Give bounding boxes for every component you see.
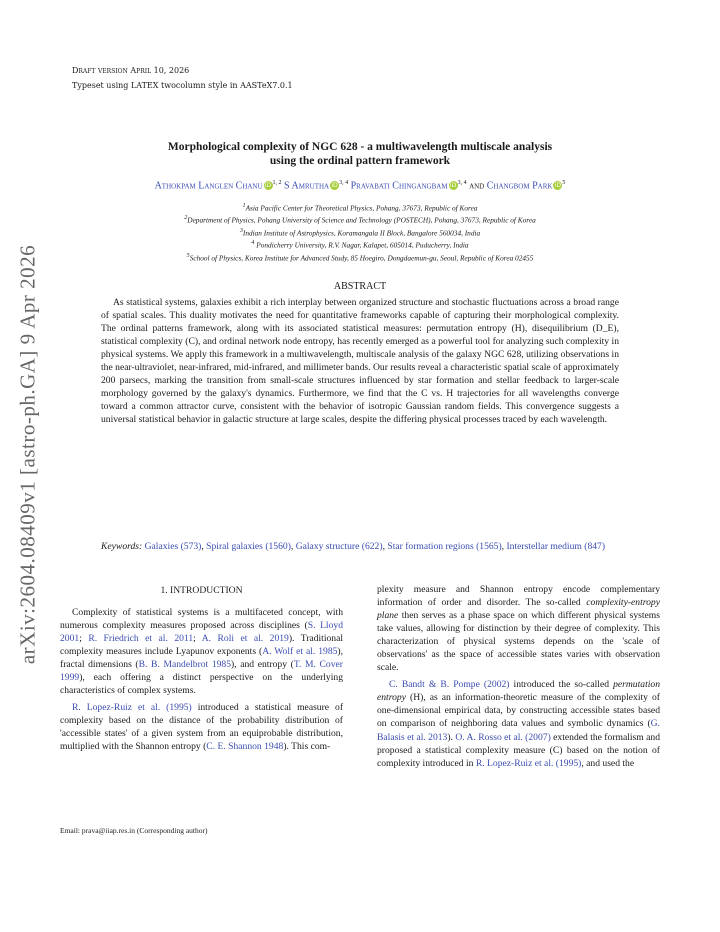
citation-link[interactable]: R. Lopez-Ruiz et al. (1995) [475, 757, 582, 769]
footnote-email: Email: prava@iiap.res.in (Corresponding author) [60, 826, 208, 835]
citation-link[interactable]: R. Lopez-Ruiz et al. (1995) [72, 702, 192, 714]
right-column [377, 583, 660, 770]
keyword-link[interactable]: Interstellar medium (847) [506, 541, 606, 552]
affiliation-5: $^5$School of Physics, Korea Institute for Advanced Study, 85 Hoegiro, Dongdaemun-gu, Seoul, Republic of Korea 02455 [186, 253, 534, 263]
orcid-icon[interactable]: iD [331, 182, 338, 190]
section-heading-introduction: 1. INTRODUCTION [160, 585, 243, 596]
keyword-link[interactable]: Galaxies (573) [144, 541, 202, 552]
citation-link[interactable]: T. M. Cover 1999 [60, 659, 343, 684]
keyword-link[interactable]: Star formation regions (1565) [387, 541, 502, 552]
author-4[interactable]: Changbom Park [486, 180, 553, 192]
citation-link[interactable]: G. Balasis et al. 2013 [377, 718, 660, 743]
abstract-heading: ABSTRACT [333, 281, 387, 292]
abstract-text: As statistical systems, galaxies exhibit a rich interplay between organized structure and stochastic fluctuations across a broad range of spatial scales. This duality motivates the need for quantitative frameworks capable of capturing their morphological complexity. The ordinal patterns framework, along with its associated statistical measures: permutation entropy (H), disequilibrium (D_E), statistical complexity (C), and ordinal network node entropy, has recently emerged as a powerful tool for analyzing such complexity in physical systems. We apply this framework in a multiwavelength, multiscale analysis of the galaxy NGC 628, utilizing observations in the near-ultraviolet, near-infrared, mid-infrared, and millimeter bands. Our results reveal a characteristic spatial scale of approximately 200 parsecs, marking the transition from small-scale structures influenced by star formation and stellar feedback to larger-scale morphology governed by the galaxy's dynamics. Furthermore, we find that the C vs. H trajectories for all wavelengths converge toward a common attractor curve, consistent with the behavior of isotropic Gaussian random fields. This convergence suggests a universal statistical behavior in galactic structure at large scales, despite the differing physical processes traced by each wavelength. [101, 297, 619, 425]
author-list: Athokpam Langlen Chanu iD$^{1, 2}$ S Amrutha iD$^{3, 4}$ Pravabati Chingangbam iD$^{3, 4}$ and Changbom Park $iD^5$ [154, 180, 566, 192]
author-2[interactable]: S Amrutha [284, 180, 330, 192]
citation-link[interactable]: R. Friedrich et al. 2011 [88, 633, 194, 645]
citation-link[interactable]: O. A. Rosso et al. (2007) [455, 731, 551, 743]
intro-paragraph-1: Complexity of statistical systems is a multifaceted concept, with numerous complexity measures proposed across disciplines (S. Lloyd 2001; R. Friedrich et al. 2011; A. Roli et al. 2019). Traditional complexity measures include Lyapunov exponents (A. Wolf et al. 1985), fractal dimensions (B. B. Mandelbrot 1985), and entropy (T. M. Cover 1999), each offering a distinct perspective on the underlying characteristics of complex systems. [60, 607, 344, 697]
arxiv-side-stamp: arXiv:2604.08409v1 [astro-ph.GA] 9 Apr 2026 [15, 244, 40, 665]
intro-paragraph-4: C. Bandt & B. Pompe (2002) introduced the so-called permutation entropy (H), as an information-theoretic measure of the complexity of one-dimensional empirical data, by constructing accessible states based on comparison of neighboring data values and symbolic dynamics (G. Balasis et al. 2013). O. A. Rosso et al. (2007) extended the formalism and proposed a statistical complexity measure (C) based on the notion of complexity introduced in R. Lopez-Ruiz et al. (1995), and used the [377, 679, 660, 769]
affiliation-4: $^4$ Pondicherry University, R.V. Nagar, Kalapet, 605014, Puducherry, India [251, 240, 469, 250]
title-line-2: using the ordinal pattern framework [269, 155, 451, 167]
keyword-link[interactable]: Galaxy structure (622) [295, 541, 383, 552]
author-3[interactable]: Pravabati Chingangbam [350, 180, 448, 192]
citation-link[interactable]: A. Wolf et al. 1985 [262, 646, 338, 658]
draft-version: Draft version April 10, 2026 [72, 66, 190, 75]
author-and: and [469, 180, 485, 192]
orcid-icon[interactable]: iD [264, 182, 272, 190]
keywords: Keywords: Galaxies (573), Spiral galaxies (1560), Galaxy structure (622), Star formation regions (1565), Interstellar medium (847) [101, 541, 606, 552]
paper-title [90, 140, 630, 168]
citation-link[interactable]: C. Bandt & B. Pompe (2002) [389, 679, 510, 691]
author-1[interactable]: Athokpam Langlen Chanu [154, 180, 263, 192]
title-line-1: Morphological complexity of NGC 628 - a multiwavelength multiscale analysis [167, 141, 553, 153]
orcid-icon[interactable]: iD [449, 182, 457, 190]
affiliation-3: $^3$Indian Institute of Astrophysics, Koramangala II Block, Bangalore 560034, India [239, 228, 481, 238]
citation-link[interactable]: B. B. Mandelbrot 1985 [138, 659, 232, 671]
intro-paragraph-3: plexity measure and Shannon entropy encode complementary information of order and disorder. The so-called complexity-entropy plane then serves as a phase space on which different physical systems take values, allowing for distinction by their degree of complexity. This characterization of physical systems depends on the 'scale of observations' as the space of accessible states varies with observation scale. [377, 584, 660, 674]
left-column [60, 606, 343, 754]
orcid-icon[interactable]: iD [554, 182, 562, 190]
intro-paragraph-2: R. Lopez-Ruiz et al. (1995) introduced a statistical measure of complexity based on the distance of the probability distribution of 'accessible states' of a given system from an equiprobable distribution, multiplied with the Shannon entropy (C. E. Shannon 1948). This com- [60, 702, 344, 753]
citation-link[interactable]: A. Roli et al. 2019 [201, 633, 289, 645]
citation-link[interactable]: S. Lloyd 2001 [60, 620, 343, 645]
keyword-link[interactable]: Spiral galaxies (1560) [206, 541, 291, 552]
typeset-line: Typeset using LATEX twocolumn style in AASTeX7.0.1 [72, 81, 293, 90]
affiliation-1: $^1$Asia Pacific Center for Theoretical Physics, Pohang, 37673, Republic of Korea [242, 203, 478, 213]
affiliation-2: $^2$Department of Physics, Pohang University of Science and Technology (POSTECH), Pohang, 37673, Republic of Korea [184, 215, 536, 225]
citation-link[interactable]: C. E. Shannon 1948 [206, 741, 284, 753]
